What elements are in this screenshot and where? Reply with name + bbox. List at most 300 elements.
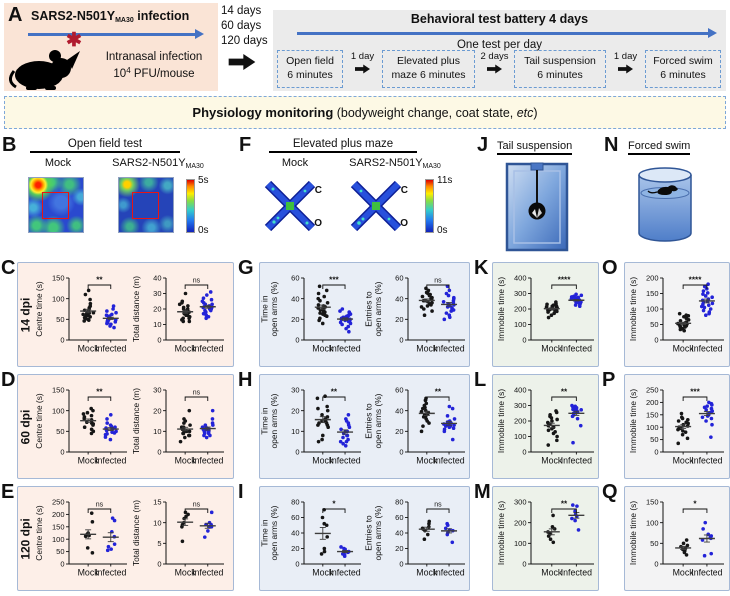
svg-text:200: 200 [513, 304, 526, 314]
scatter-H-entries-open-arms [364, 376, 468, 478]
panel-n-forced-swim [602, 133, 730, 259]
svg-text:50: 50 [56, 426, 65, 436]
svg-text:Infected: Infected [329, 567, 361, 577]
svg-text:Centre time (s): Centre time (s) [34, 280, 44, 337]
svg-text:Time in: Time in [260, 406, 270, 435]
panel-C [17, 262, 234, 367]
svg-text:*: * [332, 499, 336, 508]
svg-text:open arms (%): open arms (%) [373, 393, 383, 448]
panel-letter-G: G [238, 257, 254, 279]
results-grid [0, 257, 730, 596]
open-arm-label: O [400, 218, 408, 229]
scatter-C-centre-time [33, 264, 130, 366]
test-forced-swim [645, 50, 721, 88]
dose-unit: PFU/mouse [130, 68, 195, 81]
svg-text:30: 30 [153, 385, 162, 395]
results-row-14-dpi [0, 257, 730, 372]
dpi-row-label [18, 375, 33, 478]
panel-letter-I: I [238, 481, 244, 503]
panel-letter-Q: Q [602, 481, 618, 503]
svg-text:300: 300 [513, 497, 526, 507]
svg-text:ns: ns [95, 501, 104, 508]
virus-strain-sub: MA30 [185, 163, 204, 170]
panel-D [17, 374, 234, 479]
svg-text:Mock: Mock [540, 343, 562, 353]
colorbar [425, 179, 434, 233]
svg-text:Mock: Mock [77, 567, 99, 577]
physiology-title: Physiology monitoring [192, 105, 334, 120]
results-row-120-dpi [0, 481, 730, 596]
panel-P [624, 374, 730, 479]
svg-text:80: 80 [291, 497, 300, 507]
colorbar-min-label: 0s [198, 225, 209, 236]
svg-text:Immobile time (s): Immobile time (s) [628, 276, 638, 341]
svg-text:150: 150 [51, 521, 65, 531]
svg-text:Immobile time (s): Immobile time (s) [495, 388, 506, 453]
svg-text:ns: ns [192, 389, 201, 396]
svg-text:250: 250 [51, 497, 65, 507]
svg-text:100: 100 [51, 405, 65, 415]
battery-title: Behavioral test battery 4 days [410, 12, 589, 26]
panel-b-open-field [0, 133, 237, 259]
timeline-arrow-icon [28, 33, 196, 36]
column-M [473, 481, 601, 593]
svg-text:Immobile time (s): Immobile time (s) [495, 276, 506, 341]
column-D [0, 369, 237, 481]
svg-text:200: 200 [513, 517, 526, 527]
panel-letter-E: E [1, 481, 15, 503]
svg-text:****: **** [688, 275, 702, 284]
epm-heatmap-infected [347, 177, 408, 235]
svg-text:Centre time (s): Centre time (s) [34, 504, 44, 561]
svg-text:0: 0 [654, 335, 659, 345]
svg-text:Mock: Mock [312, 455, 334, 465]
svg-text:50: 50 [56, 546, 65, 556]
colorbar-min-label: 0s [437, 225, 448, 236]
closed-arm-label: C [400, 185, 408, 196]
panel-letter-A: A [8, 4, 23, 26]
epm-group-labels [259, 157, 459, 170]
svg-text:40: 40 [291, 528, 300, 538]
panel-H [259, 374, 470, 479]
panel-Q [624, 486, 730, 591]
svg-text:Centre time (s): Centre time (s) [34, 392, 44, 449]
physiology-monitoring-bar [4, 96, 726, 129]
svg-text:0: 0 [295, 335, 300, 345]
svg-text:0: 0 [399, 335, 404, 345]
svg-text:***: *** [690, 387, 700, 396]
maze-x-icon [347, 177, 405, 235]
svg-text:**: ** [330, 387, 338, 396]
svg-text:40: 40 [291, 293, 300, 303]
epm-title: Elevated plus maze [269, 138, 417, 153]
virus-strain-sub: MA30 [115, 17, 134, 24]
intranasal-line2 [113, 68, 194, 80]
svg-text:Mock: Mock [540, 455, 562, 465]
svg-text:Infected: Infected [560, 343, 592, 353]
timepoint-60d: 60 days [221, 20, 262, 32]
panel-letter-F: F [239, 134, 252, 156]
open-field-group-labels [22, 157, 222, 170]
svg-text:Infected: Infected [433, 455, 465, 465]
panel-I [259, 486, 470, 591]
svg-text:open arms (%): open arms (%) [373, 281, 383, 336]
svg-text:ns: ns [434, 501, 442, 508]
svg-text:Total distance (m): Total distance (m) [131, 275, 141, 342]
svg-text:10: 10 [153, 517, 162, 527]
svg-text:60: 60 [395, 273, 404, 283]
svg-text:open arms (%): open arms (%) [269, 505, 279, 560]
virus-name: SARS2-N501Y [112, 157, 186, 169]
physiology-etc: etc [516, 105, 534, 120]
colorbar-max-label: 5s [198, 175, 209, 186]
svg-text:20: 20 [395, 314, 404, 324]
svg-text:100: 100 [513, 538, 526, 548]
column-I [237, 481, 473, 593]
svg-text:Infected: Infected [691, 567, 723, 577]
column-P [601, 369, 730, 481]
svg-text:0: 0 [521, 447, 526, 457]
intranasal-caption [90, 49, 218, 82]
panel-letter-L: L [474, 369, 487, 391]
panel-L [492, 374, 599, 479]
svg-text:0: 0 [521, 335, 526, 345]
test-duration: 6 minutes [287, 69, 333, 81]
dpi-row-label-text: 60 dpi [18, 409, 33, 444]
gap-1-day [343, 50, 382, 88]
panel-f-elevated-plus-maze [237, 133, 475, 259]
svg-text:Total distance (m): Total distance (m) [131, 387, 141, 454]
svg-text:300: 300 [513, 288, 526, 298]
svg-text:10: 10 [153, 426, 162, 436]
infection-word: infection [133, 9, 190, 23]
svg-text:400: 400 [513, 273, 526, 283]
svg-text:Infected: Infected [329, 455, 361, 465]
panel-G [259, 262, 470, 367]
svg-text:Mock: Mock [312, 343, 334, 353]
svg-text:60: 60 [291, 512, 300, 522]
scatter-D-total-distance [130, 376, 227, 478]
svg-text:Infected: Infected [192, 455, 224, 465]
svg-text:40: 40 [395, 528, 404, 538]
svg-text:Infected: Infected [192, 567, 224, 577]
svg-text:20: 20 [291, 543, 300, 553]
gap-2-days [475, 50, 514, 88]
svg-text:30: 30 [153, 288, 162, 298]
epm-heatmap-mock [261, 177, 322, 235]
test-name: Tail suspension [524, 55, 596, 68]
svg-text:Mock: Mock [416, 343, 438, 353]
scatter-D-centre-time [33, 376, 130, 478]
svg-text:150: 150 [51, 385, 65, 395]
tail-suspension-title: Tail suspension [497, 140, 572, 155]
svg-text:100: 100 [645, 304, 659, 314]
intranasal-line1: Intranasal infection [105, 51, 203, 63]
svg-text:50: 50 [650, 434, 659, 444]
scatter-O-immobile-time [627, 264, 727, 366]
scatter-G-time-open-arms [260, 264, 364, 366]
svg-text:Immobile time (s): Immobile time (s) [628, 388, 638, 453]
colorbar-max-label: 11s [437, 175, 453, 186]
panel-letter-D: D [1, 369, 16, 391]
svg-text:Mock: Mock [416, 567, 438, 577]
one-test-per-day-label: One test per day [456, 39, 543, 51]
svg-text:*: * [693, 499, 697, 508]
svg-text:200: 200 [645, 273, 659, 283]
virus-label [331, 157, 459, 170]
forced-swim-cylinder-icon [636, 163, 694, 245]
panel-letter-B: B [2, 134, 17, 156]
svg-text:20: 20 [153, 304, 162, 314]
timepoints-list [221, 4, 273, 49]
column-L [473, 369, 601, 481]
svg-text:open arms (%): open arms (%) [373, 505, 383, 560]
open-field-title: Open field test [30, 138, 180, 153]
svg-text:**: ** [96, 275, 103, 284]
test-sequence [277, 50, 724, 88]
svg-text:200: 200 [51, 509, 65, 519]
svg-text:40: 40 [395, 293, 404, 303]
scatter-I-time-open-arms [260, 488, 364, 590]
method-headers-row [0, 133, 730, 259]
svg-text:0: 0 [157, 447, 162, 457]
svg-text:15: 15 [153, 497, 162, 507]
svg-text:Infected: Infected [95, 343, 127, 353]
panel-letter-N: N [604, 134, 619, 156]
dose-exponent: 4 [126, 66, 131, 76]
test-elevated-plus-maze [382, 50, 475, 88]
step-arrow-icon [487, 64, 502, 74]
dpi-row-label-text: 14 dpi [18, 297, 33, 332]
svg-text:Infected: Infected [691, 455, 723, 465]
column-K [473, 257, 601, 369]
gap-1-day-2 [606, 50, 645, 88]
test-duration: 6 minutes [660, 69, 706, 81]
svg-text:Immobile time (s): Immobile time (s) [495, 500, 506, 565]
panel-a-infection-scheme [4, 3, 218, 91]
dpi-row-label-text: 120 dpi [18, 517, 33, 560]
svg-text:100: 100 [645, 422, 659, 432]
gap-label: 1 day [613, 51, 638, 62]
svg-text:100: 100 [51, 534, 65, 544]
panel-letter-J: J [477, 134, 489, 156]
scatter-K-immobile-time [495, 264, 597, 366]
svg-text:ns: ns [192, 501, 201, 508]
svg-text:Mock: Mock [174, 567, 196, 577]
svg-text:Infected: Infected [192, 343, 224, 353]
svg-text:Entries to: Entries to [364, 514, 374, 551]
svg-text:Total distance (m): Total distance (m) [131, 499, 141, 566]
step-arrow-icon [618, 64, 633, 74]
virus-strain-sub: MA30 [422, 163, 441, 170]
scatter-Q-immobile-time [627, 488, 727, 590]
virus-name: SARS2-N501Y [349, 157, 423, 169]
svg-text:50: 50 [650, 538, 659, 548]
svg-text:**: ** [96, 387, 103, 396]
scatter-G-entries-open-arms [364, 264, 468, 366]
forced-swim-title: Forced swim [628, 140, 690, 155]
svg-text:0: 0 [654, 559, 659, 569]
svg-text:Time in: Time in [260, 518, 270, 547]
svg-text:100: 100 [513, 431, 526, 441]
svg-text:60: 60 [395, 512, 404, 522]
panel-letter-C: C [1, 257, 16, 279]
scatter-M-immobile-time [495, 488, 597, 590]
svg-text:open arms (%): open arms (%) [269, 393, 279, 448]
column-Q [601, 481, 730, 593]
test-name: Elevated plus [396, 55, 461, 68]
maze-x-icon [261, 177, 319, 235]
column-H [237, 369, 473, 481]
svg-text:Immobile time (s): Immobile time (s) [628, 500, 638, 565]
flow-arrow-icon [227, 54, 257, 70]
svg-text:Entries to: Entries to [364, 402, 374, 439]
mock-label: Mock [281, 157, 309, 169]
svg-text:60: 60 [395, 385, 404, 395]
svg-text:0: 0 [295, 447, 300, 457]
panel-M [492, 486, 599, 591]
svg-text:20: 20 [395, 543, 404, 553]
svg-text:Mock: Mock [672, 343, 694, 353]
mock-label: Mock [44, 157, 72, 169]
test-tail-suspension [514, 50, 606, 88]
svg-text:40: 40 [153, 273, 162, 283]
timepoint-120d: 120 days [221, 35, 268, 47]
svg-text:***: *** [329, 275, 339, 284]
svg-text:200: 200 [645, 397, 659, 407]
svg-text:Mock: Mock [174, 343, 196, 353]
svg-text:Infected: Infected [329, 343, 361, 353]
physiology-detail: (bodyweight change, coat state, [333, 105, 517, 120]
colorbar [186, 179, 195, 233]
svg-text:open arms (%): open arms (%) [269, 281, 279, 336]
svg-text:20: 20 [291, 314, 300, 324]
svg-text:Infected: Infected [691, 343, 723, 353]
panel-letter-M: M [474, 481, 491, 503]
panel-a-title [31, 9, 189, 24]
column-O [601, 257, 730, 369]
battery-arrow-icon [297, 32, 709, 35]
scatter-L-immobile-time [495, 376, 597, 478]
svg-text:200: 200 [513, 416, 526, 426]
open-arm-label: O [314, 218, 322, 229]
svg-text:0: 0 [521, 559, 526, 569]
svg-text:Mock: Mock [672, 455, 694, 465]
svg-text:Infected: Infected [95, 455, 127, 465]
scatter-P-immobile-time [627, 376, 727, 478]
svg-text:30: 30 [291, 385, 300, 395]
svg-text:**: ** [434, 387, 442, 396]
svg-text:Mock: Mock [77, 343, 99, 353]
panel-letter-H: H [238, 369, 253, 391]
svg-text:100: 100 [513, 319, 526, 329]
svg-text:150: 150 [51, 273, 65, 283]
panel-O [624, 262, 730, 367]
svg-text:10: 10 [291, 426, 300, 436]
svg-text:0: 0 [157, 335, 162, 345]
svg-text:**: ** [560, 387, 567, 396]
svg-text:400: 400 [513, 385, 526, 395]
svg-text:0: 0 [295, 559, 300, 569]
svg-text:Infected: Infected [433, 567, 465, 577]
svg-text:60: 60 [291, 273, 300, 283]
test-duration: maze 6 minutes [391, 69, 466, 81]
svg-text:5: 5 [157, 538, 162, 548]
svg-text:****: **** [557, 275, 570, 284]
svg-text:20: 20 [153, 405, 162, 415]
svg-text:ns: ns [434, 277, 442, 284]
svg-text:Mock: Mock [416, 455, 438, 465]
column-C [0, 257, 237, 369]
scatter-E-centre-time [33, 488, 130, 590]
dpi-row-label [18, 263, 33, 366]
svg-text:300: 300 [513, 400, 526, 410]
dose-base: 10 [113, 68, 127, 81]
svg-text:Infected: Infected [95, 567, 127, 577]
column-G [237, 257, 473, 369]
timepoint-14d: 14 days [221, 5, 262, 17]
virus-icon: ✱ [66, 30, 82, 51]
svg-text:0: 0 [157, 559, 162, 569]
svg-text:0: 0 [654, 447, 659, 457]
panel-letter-P: P [602, 369, 616, 391]
closed-arm-label: C [314, 185, 322, 196]
column-E [0, 481, 237, 593]
scatter-H-time-open-arms [260, 376, 364, 478]
svg-text:10: 10 [153, 319, 162, 329]
svg-text:Mock: Mock [540, 567, 562, 577]
svg-text:Mock: Mock [312, 567, 334, 577]
svg-text:100: 100 [51, 293, 65, 303]
gap-label: 2 days [480, 51, 509, 62]
scatter-I-entries-open-arms [364, 488, 468, 590]
virus-name: SARS2-N501Y [31, 9, 116, 23]
svg-text:Mock: Mock [174, 455, 196, 465]
svg-text:Entries to: Entries to [364, 290, 374, 327]
svg-text:0: 0 [60, 335, 65, 345]
svg-text:Time in: Time in [260, 294, 270, 323]
svg-text:250: 250 [645, 385, 659, 395]
test-duration: 6 minutes [537, 69, 583, 81]
svg-text:50: 50 [650, 319, 659, 329]
svg-text:Mock: Mock [672, 567, 694, 577]
svg-text:Infected: Infected [560, 567, 592, 577]
panel-letter-K: K [474, 257, 489, 279]
test-name: Open field [286, 55, 334, 68]
svg-text:ns: ns [192, 277, 201, 284]
step-arrow-icon [355, 64, 370, 74]
svg-text:0: 0 [399, 559, 404, 569]
test-name: Forced swim [653, 55, 713, 68]
svg-text:Infected: Infected [433, 343, 465, 353]
svg-text:50: 50 [56, 314, 65, 324]
svg-text:40: 40 [395, 405, 404, 415]
svg-text:150: 150 [645, 288, 659, 298]
scatter-E-total-distance [130, 488, 227, 590]
dpi-row-label [18, 487, 33, 590]
svg-text:20: 20 [395, 426, 404, 436]
svg-text:150: 150 [645, 497, 659, 507]
svg-text:Mock: Mock [77, 455, 99, 465]
svg-text:150: 150 [645, 409, 659, 419]
virus-label [94, 157, 222, 170]
panel-E [17, 486, 234, 591]
svg-text:80: 80 [395, 497, 404, 507]
open-field-heatmap-mock [28, 177, 84, 233]
svg-text:0: 0 [60, 559, 65, 569]
svg-text:**: ** [560, 499, 567, 508]
physiology-close-paren: ) [533, 105, 538, 120]
